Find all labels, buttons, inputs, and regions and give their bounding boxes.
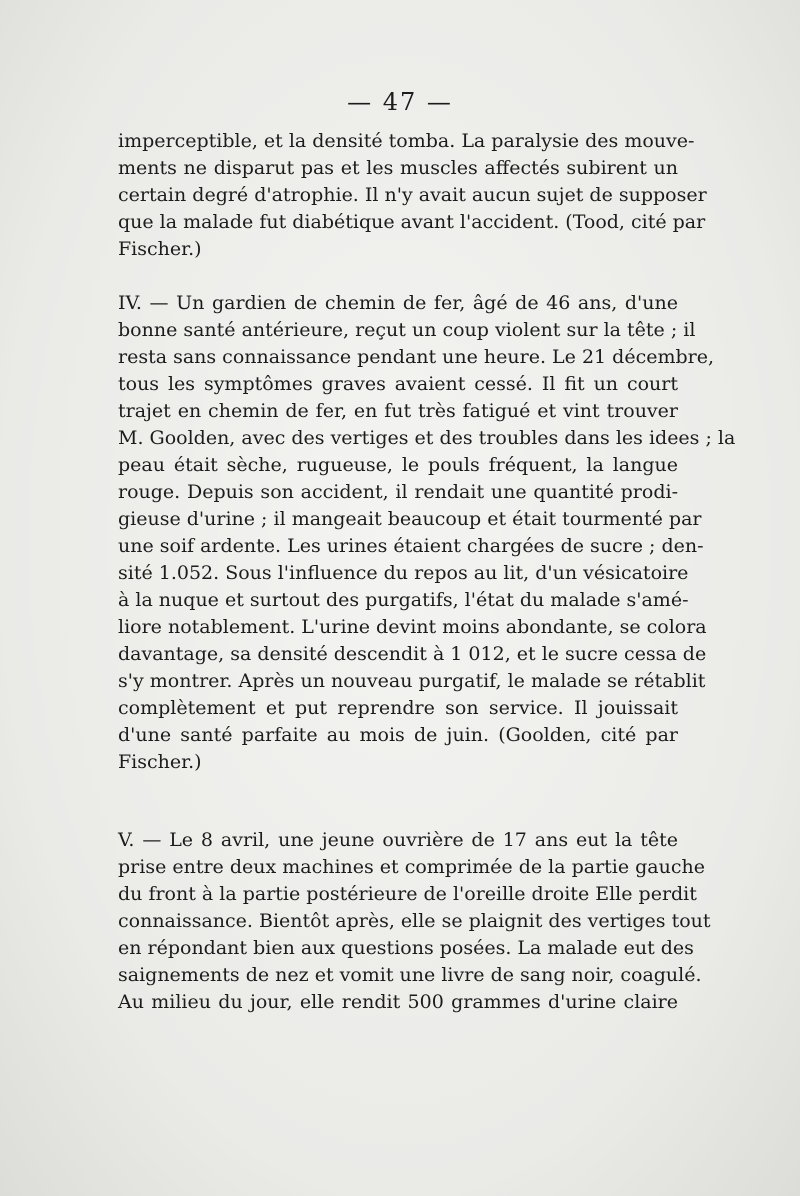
text-line: peau était sèche, rugueuse, le pouls fréquent, la langue (118, 454, 678, 476)
text-line: trajet en chemin de fer, en fut très fatigué et vint trouver (118, 400, 678, 422)
page-number: — 47 — (347, 88, 453, 116)
text-line: sité 1.052. Sous l'influence du repos au lit, d'un vésicatoire (118, 562, 689, 584)
text-line: s'y montrer. Après un nouveau purgatif, le malade se rétablit (118, 670, 706, 692)
text-line: complètement et put reprendre son service. Il jouissait (118, 697, 678, 719)
text-line: ments ne disparut pas et les muscles affectés subirent un (118, 157, 678, 179)
text-line: davantage, sa densité descendit à 1 012, et le sucre cessa de (118, 643, 707, 665)
text-line: Fischer.) (118, 238, 202, 260)
text-line: d'une santé parfaite au mois de juin. (Goolden, cité par (118, 724, 678, 746)
text-line: saignements de nez et vomit une livre de sang noir, coagulé. (118, 964, 702, 986)
text-line: bonne santé antérieure, reçut un coup violent sur la tête ; il (118, 319, 696, 341)
text-line: connaissance. Bientôt après, elle se plaignit des vertiges tout (118, 910, 711, 932)
text-line: que la malade fut diabétique avant l'accident. (Tood, cité par (118, 211, 706, 233)
paragraph-2 (118, 290, 736, 776)
text-line: en répondant bien aux questions posées. La malade eut des (118, 937, 694, 959)
text-line: gieuse d'urine ; il mangeait beaucoup et était tourmenté par (118, 508, 702, 530)
paragraph-gap (118, 803, 678, 827)
text-line: rouge. Depuis son accident, il rendait une quantité prodi- (118, 481, 678, 503)
text-line: imperceptible, et la densité tomba. La paralysie des mouve- (118, 130, 695, 152)
paragraph-gap (118, 776, 678, 803)
paragraph-3 (118, 827, 711, 1016)
body-text (118, 128, 736, 1016)
paragraph-gap (118, 263, 678, 290)
text-line: IV. — Un gardien de chemin de fer, âgé de 46 ans, d'une (118, 292, 678, 314)
text-line: resta sans connaissance pendant une heure. Le 21 décembre, (118, 346, 715, 368)
text-line: V. — Le 8 avril, une jeune ouvrière de 17 ans eut la tête (118, 829, 678, 851)
text-line: une soif ardente. Les urines étaient chargées de sucre ; den- (118, 535, 704, 557)
text-line: prise entre deux machines et comprimée de la partie gauche (118, 856, 705, 878)
text-line: Fischer.) (118, 751, 202, 773)
text-line: tous les symptômes graves avaient cessé. Il fit un court (118, 373, 678, 395)
paragraph-1 (118, 128, 707, 263)
text-line: du front à la partie postérieure de l'oreille droite Elle perdit (118, 883, 697, 905)
text-line: M. Goolden, avec des vertiges et des troubles dans les idees ; la (118, 427, 736, 449)
text-line: certain degré d'atrophie. Il n'y avait aucun sujet de supposer (118, 184, 707, 206)
text-line: liore notablement. L'urine devint moins abondante, se colora (118, 616, 707, 638)
text-line: Au milieu du jour, elle rendit 500 grammes d'urine claire (118, 991, 678, 1013)
text-line: à la nuque et surtout des purgatifs, l'état du malade s'amé- (118, 589, 689, 611)
